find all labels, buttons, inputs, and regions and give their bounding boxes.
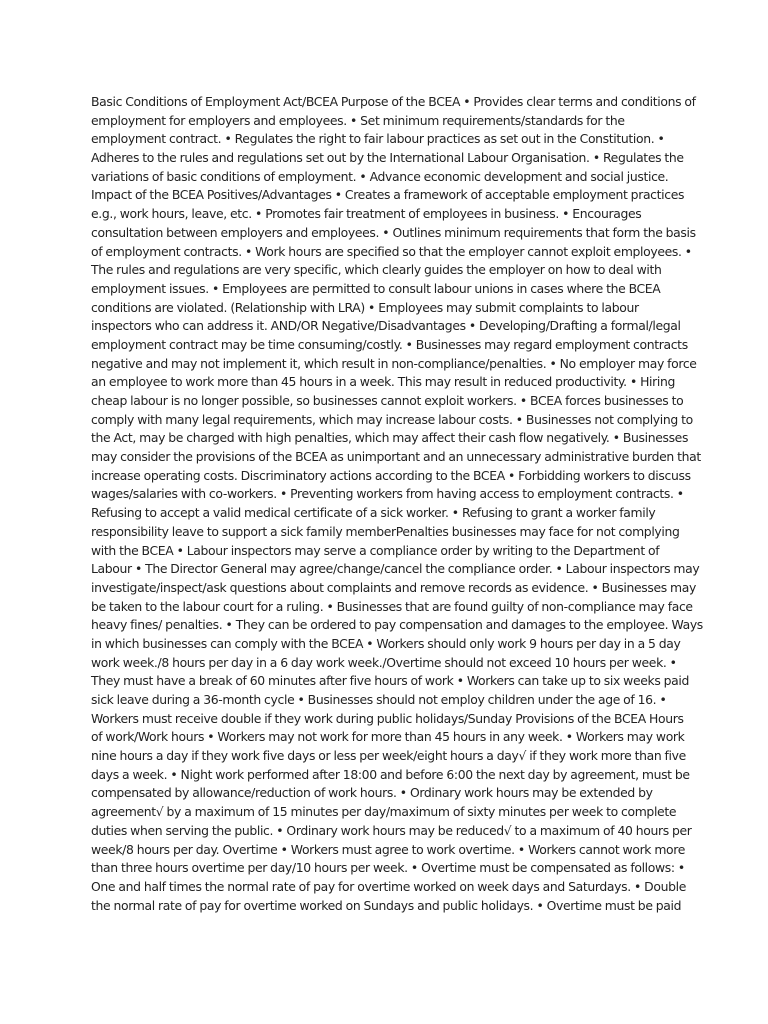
text-line: cheap labour is no longer possible, so businesses cannot exploit workers. • BCEA forces businesses to — [91, 393, 684, 408]
text-line: wages/salaries with co-workers. • Preventing workers from having access to employment contracts. • — [91, 486, 684, 502]
text-line: week/8 hours per day. Overtime • Workers must agree to work overtime. • Workers cannot work more — [91, 841, 686, 857]
text-line: responsibility leave to support a sick family memberPenalties businesses may face for not complying — [91, 523, 680, 539]
text-line: Adheres to the rules and regulations set out by the International Labour Organisation. • Regulates the — [91, 150, 684, 166]
text-line: nine hours a day if they work five days or less per week/eight hours a day√ if they work more than five — [91, 748, 686, 764]
text-line: e.g., work hours, leave, etc. • Promotes fair treatment of employees in business. • Encourages — [91, 206, 642, 222]
text-line: negative and may not implement it, which result in non-compliance/penalties. • No employer may force — [91, 355, 697, 371]
text-line: employment issues. • Employees are permitted to consult labour unions in cases where the BCEA — [91, 280, 661, 296]
text-line: an employee to work more than 45 hours in a week. This may result in reduced productivity. • Hiring — [91, 374, 676, 390]
text-line: Workers must receive double if they work during public holidays/Sunday Provisions of the BCEA Hours — [91, 710, 684, 726]
text-line: investigate/inspect/ask questions about complaints and remove records as evidence. • Businesses may — [91, 579, 696, 595]
text-line: They must have a break of 60 minutes after five hours of work • Workers can take up to six weeks paid — [91, 673, 689, 689]
text-line: Labour • The Director General may agree/change/cancel the compliance order. • Labour inspectors may — [91, 561, 700, 577]
text-line: Impact of the BCEA Positives/Advantages • Creates a framework of acceptable employment practices — [91, 187, 685, 203]
text-line: than three hours overtime per day/10 hours per week. • Overtime must be compensated as follows: • — [91, 860, 685, 876]
text-line: the Act, may be charged with high penalties, which may affect their cash flow negatively. • Businesses — [91, 430, 689, 446]
text-line: be taken to the labour court for a ruling. • Businesses that are found guilty of non-compliance may face — [91, 598, 693, 614]
text-line: of work/Work hours • Workers may not work for more than 45 hours in any week. • Workers may work — [91, 729, 685, 745]
text-line: compensated by allowance/reduction of work hours. • Ordinary work hours may be extended by — [91, 785, 653, 801]
text-line: may consider the provisions of the BCEA as unimportant and an unnecessary administrative burden that — [91, 449, 701, 465]
text-line: Basic Conditions of Employment Act/BCEA Purpose of the BCEA • Provides clear terms and conditions of — [91, 94, 696, 109]
text-line: Refusing to accept a valid medical certificate of a sick worker. • Refusing to grant a worker family — [91, 505, 656, 521]
text-line: with the BCEA • Labour inspectors may serve a compliance order by writing to the Department of — [91, 542, 660, 558]
text-line: days a week. • Night work performed after 18:00 and before 6:00 the next day by agreement, must be — [91, 766, 690, 782]
text-line: in which businesses can comply with the BCEA • Workers should only work 9 hours per day in a 5 day — [91, 635, 681, 651]
text-line: agreement√ by a maximum of 15 minutes per day/maximum of sixty minutes per week to complete — [91, 804, 677, 820]
text-line: the normal rate of pay for overtime worked on Sundays and public holidays. • Overtime must be paid — [91, 897, 682, 913]
text-line: heavy fines/ penalties. • They can be ordered to pay compensation and damages to the employee. Ways — [91, 617, 703, 633]
text-line: comply with many legal requirements, which may increase labour costs. • Businesses not complying to — [91, 411, 693, 427]
text-line: increase operating costs. Discriminatory actions according to the BCEA • Forbidding workers to discuss — [91, 467, 691, 483]
text-line: One and half times the normal rate of pay for overtime worked on week days and Saturdays. • Double — [91, 878, 686, 894]
text-line: inspectors who can address it. AND/OR Negative/Disadvantages • Developing/Drafting a formal/legal — [91, 318, 681, 334]
text-line: The rules and regulations are very specific, which clearly guides the employer on how to deal with — [91, 262, 662, 278]
text-line: conditions are violated. (Relationship with LRA) • Employees may submit complaints to labour — [91, 299, 639, 315]
document-body-text — [91, 93, 703, 915]
text-line: employment for employers and employees. • Set minimum requirements/standards for the — [91, 112, 625, 128]
text-line: consultation between employers and employees. • Outlines minimum requirements that form the basis — [91, 224, 696, 240]
text-line: duties when serving the public. • Ordinary work hours may be reduced√ to a maximum of 40 hours per — [91, 822, 692, 838]
text-line: variations of basic conditions of employment. • Advance economic development and social justice. — [91, 168, 669, 184]
text-line: employment contract. • Regulates the right to fair labour practices as set out in the Constitution. • — [91, 131, 665, 147]
text-line: of employment contracts. • Work hours are specified so that the employer cannot exploit employees. • — [91, 243, 692, 259]
text-line: employment contract may be time consuming/costly. • Businesses may regard employment contracts — [91, 336, 688, 352]
text-line: work week./8 hours per day in a 6 day work week./Overtime should not exceed 10 hours per week. • — [91, 654, 677, 670]
text-line: sick leave during a 36-month cycle • Businesses should not employ children under the age of 16. • — [91, 692, 667, 707]
